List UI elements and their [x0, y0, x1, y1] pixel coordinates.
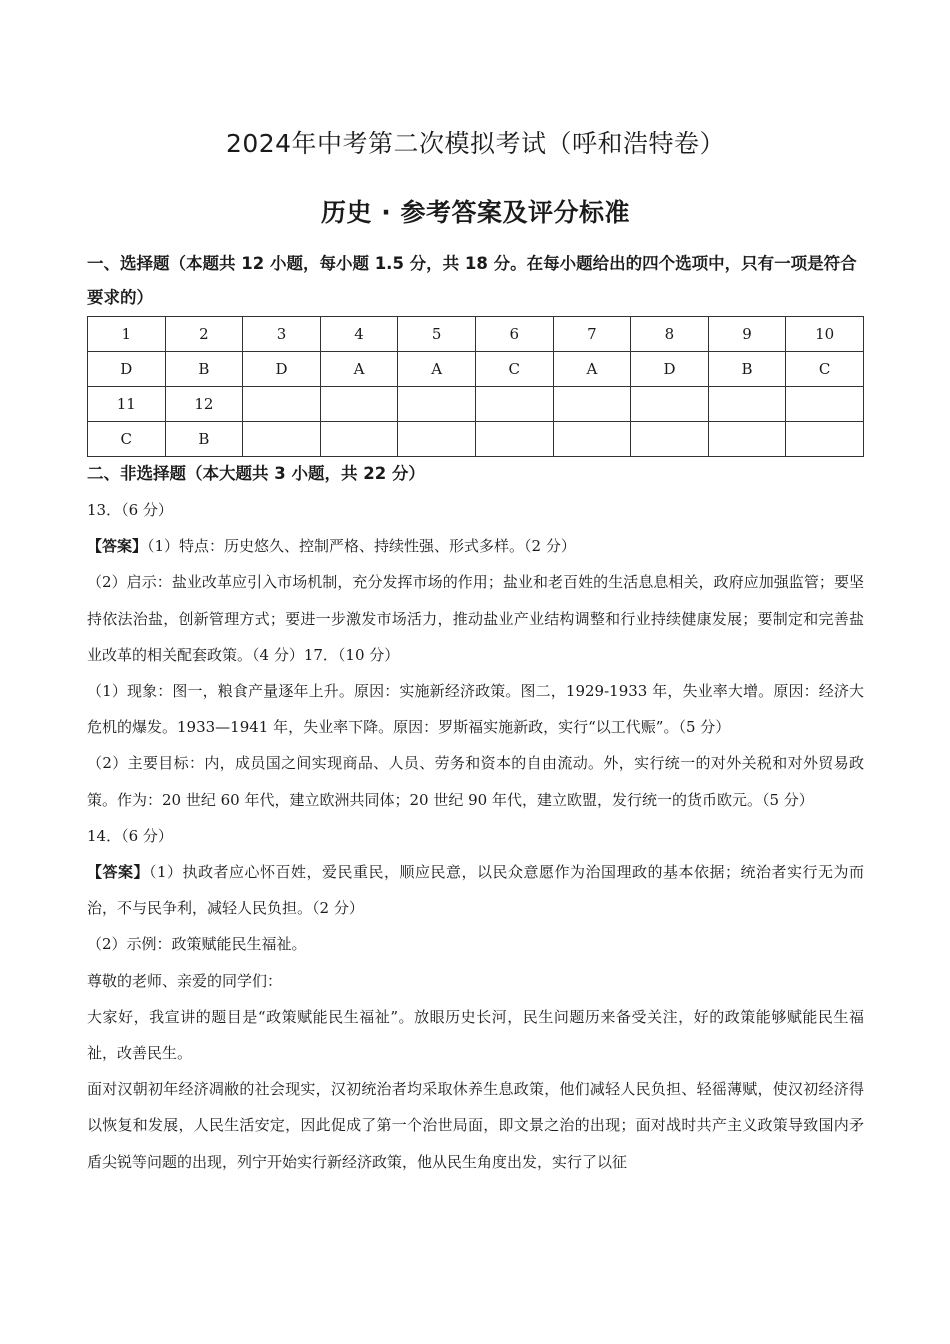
- answer-tag: 【答案】: [87, 863, 149, 882]
- q14-answer-2: （2）示例：政策赋能民生福祉。: [87, 935, 307, 954]
- table-cell: 4: [320, 317, 398, 352]
- table-cell: B: [165, 422, 243, 457]
- page-subtitle: 历史 · 参考答案及评分标准: [321, 198, 630, 227]
- q14-answer-1: [87, 854, 864, 926]
- table-cell: D: [88, 352, 166, 387]
- answer-tag: 【答案】: [87, 537, 148, 556]
- table-cell: [708, 422, 786, 457]
- table-row: [88, 387, 864, 422]
- table-cell: D: [631, 352, 709, 387]
- table-row: [88, 317, 864, 352]
- table-cell: C: [475, 352, 553, 387]
- table-cell: [786, 387, 864, 422]
- table-cell: 11: [88, 387, 166, 422]
- answer-body: [87, 492, 864, 1180]
- table-cell: [243, 422, 321, 457]
- q13-heading: 13．（6 分）: [87, 501, 173, 519]
- table-cell: [320, 387, 398, 422]
- table-cell: [553, 422, 631, 457]
- table-cell: C: [88, 422, 166, 457]
- table-cell: [243, 387, 321, 422]
- table-cell: [631, 387, 709, 422]
- table-cell: 8: [631, 317, 709, 352]
- table-cell: 9: [708, 317, 786, 352]
- speech-paragraph-1: 大家好，我宣讲的题目是“政策赋能民生福祉”。放眼历史长河，民生问题历来备受关注，好的政策能够赋能民生福祉，改善民生。: [87, 1007, 864, 1063]
- table-cell: 5: [398, 317, 476, 352]
- table-cell: C: [786, 352, 864, 387]
- answer-table: [87, 316, 864, 457]
- page-title: 2024年中考第二次模拟考试（呼和浩特卷）: [225, 129, 726, 158]
- table-cell: A: [320, 352, 398, 387]
- section-2-heading: 二、非选择题（本大题共 3 小题，共 22 分）: [87, 464, 425, 483]
- table-cell: 6: [475, 317, 553, 352]
- speech-paragraph-2: 面对汉朝初年经济凋敝的社会现实，汉初统治者均采取休养生息政策，他们减轻人民负担、轻徭薄赋，使汉初经济得以恢复和发展，人民生活安定，因此促成了第一个治世局面，即文景之治的出现；面对战时共产主义政策导致国内矛盾尖锐等问题的出现，列宁开始实行新经济政策，他从民生角度出发，实行了以征: [87, 1080, 864, 1171]
- table-cell: 12: [165, 387, 243, 422]
- q14-answer-1-text: （1）执政者应心怀百姓，爱民重民，顺应民意，以民众意愿作为治国理政的基本依据；统治者实行无为而治，不与民争利，减轻人民负担。（2 分）: [87, 863, 864, 918]
- table-cell: 1: [88, 317, 166, 352]
- table-cell: [708, 387, 786, 422]
- table-cell: B: [708, 352, 786, 387]
- table-cell: [475, 422, 553, 457]
- table-cell: D: [243, 352, 321, 387]
- table-cell: 3: [243, 317, 321, 352]
- table-cell: A: [398, 352, 476, 387]
- table-cell: B: [165, 352, 243, 387]
- section-1-heading: 一、选择题（本题共 12 小题，每小题 1.5 分，共 18 分。在每小题给出的四个选项中，只有一项是符合要求的）: [87, 254, 857, 307]
- table-cell: 7: [553, 317, 631, 352]
- speech-salutation: 尊敬的老师、亲爱的同学们：: [87, 971, 283, 990]
- table-cell: [320, 422, 398, 457]
- table-cell: 2: [165, 317, 243, 352]
- q17-answer-1: （1）现象：图一，粮食产量逐年上升。原因：实施新经济政策。图二，1929-1933 年，失业率大增。原因：经济大危机的爆发。1933—1941 年，失业率下降。原因：罗斯福实施新政，实行“以工代赈”。（5 分）: [87, 682, 864, 737]
- q17-answer-2: （2）主要目标：内，成员国之间实现商品、人员、劳务和资本的自由流动。外，实行统一的对外关税和对外贸易政策。作为：20 世纪 60 年代，建立欧洲共同体；20 世纪 90 年代，建立欧盟，发行统一的货币欧元。（5 分）: [87, 754, 864, 809]
- q13-answer-1-text: （1）特点：历史悠久、控制严格、持续性强、形式多样。（2 分）: [147, 537, 576, 556]
- table-row: [88, 352, 864, 387]
- table-cell: A: [553, 352, 631, 387]
- table-cell: [553, 387, 631, 422]
- table-cell: [786, 422, 864, 457]
- table-cell: [475, 387, 553, 422]
- table-cell: [398, 422, 476, 457]
- table-cell: 10: [786, 317, 864, 352]
- table-cell: [398, 387, 476, 422]
- table-cell: [631, 422, 709, 457]
- q13-answer-2: （2）启示：盐业改革应引入市场机制，充分发挥市场的作用；盐业和老百姓的生活息息相关，政府应加强监管；要坚持依法治盐，创新管理方式；要进一步激发市场活力，推动盐业产业结构调整和行业持续健康发展；要制定和完善盐业改革的相关配套政策。（4 分）17．（10 分）: [87, 573, 864, 664]
- table-row: [88, 422, 864, 457]
- q13-answer-1: [87, 528, 864, 564]
- q14-heading: 14．（6 分）: [87, 826, 173, 845]
